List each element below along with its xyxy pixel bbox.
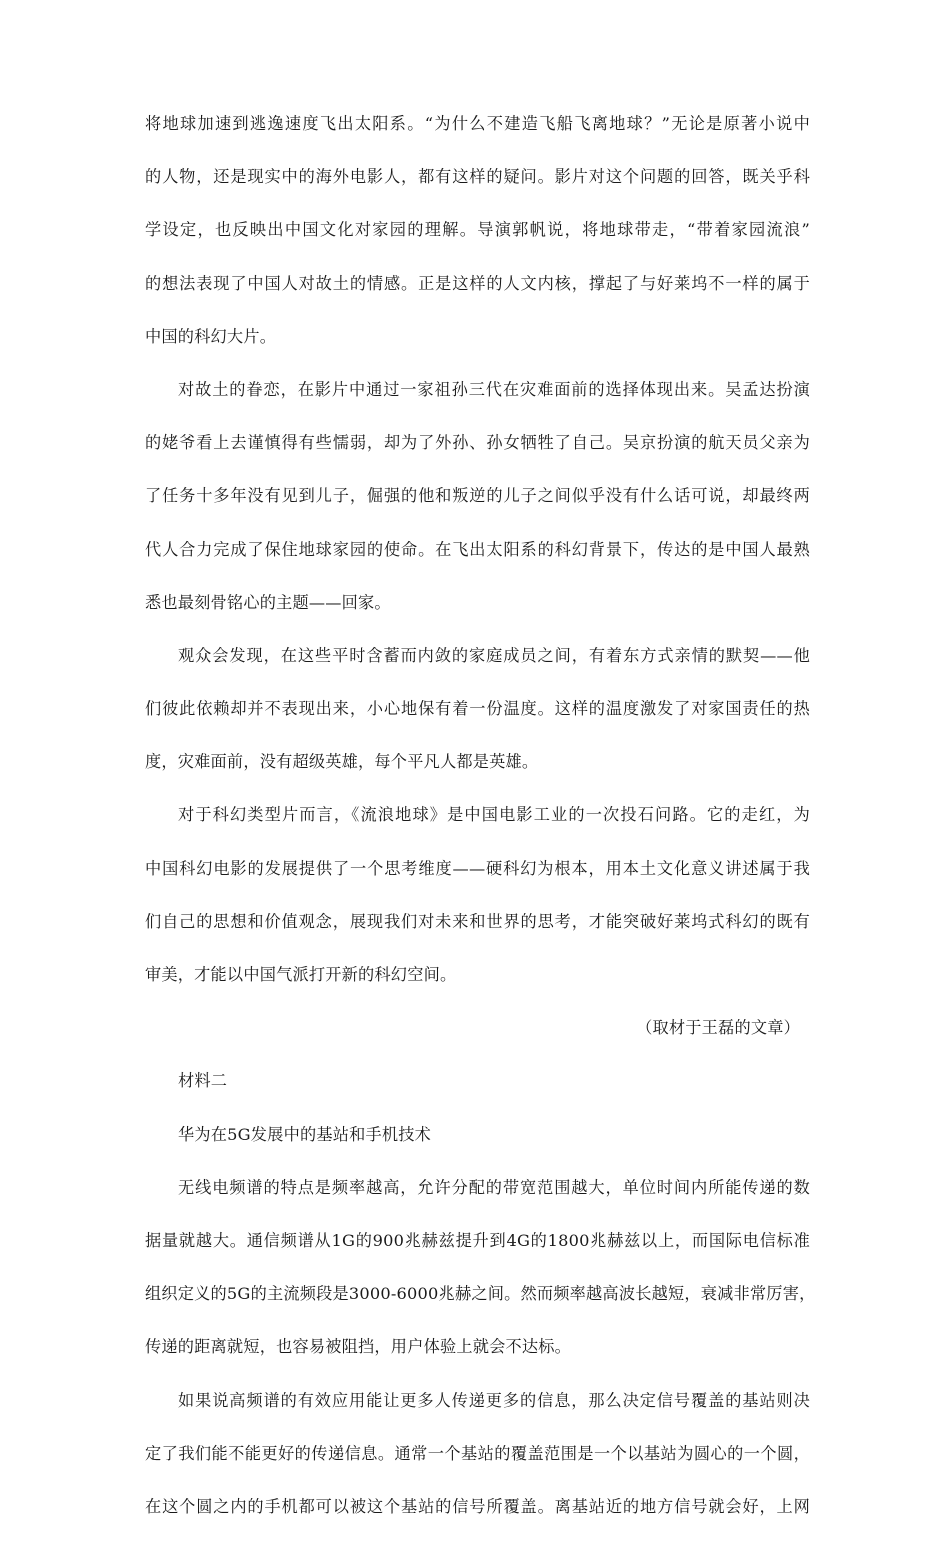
text-line: 对于科幻类型片而言，《流浪地球》是中国电影工业的一次投石问路。它的走红，为 xyxy=(178,805,810,825)
text-line: 们彼此依赖却并不表现出来，小心地保有着一份温度。这样的温度激发了对家国责任的热 xyxy=(145,699,810,719)
text-line: 中国的科幻大片。 xyxy=(145,326,277,346)
text-line: 的人物，还是现实中的海外电影人，都有这样的疑问。影片对这个问题的回答，既关乎科 xyxy=(145,167,810,187)
text-line: 代人合力完成了保住地球家园的使命。在飞出太阳系的科幻背景下，传达的是中国人最熟 xyxy=(145,539,810,559)
text-line: 了任务十多年没有见到儿子，倔强的他和叛逆的儿子之间似乎没有什么话可说，却最终两 xyxy=(145,486,810,506)
text-line: 的想法表现了中国人对故土的情感。正是这样的人文内核，撑起了与好莱坞不一样的属于 xyxy=(145,273,810,293)
text-line: 将地球加速到逃逸速度飞出太阳系。“为什么不建造飞船飞离地球？”无论是原著小说中 xyxy=(145,114,810,133)
text-line: 观众会发现，在这些平时含蓄而内敛的家庭成员之间，有着东方式亲情的默契——他 xyxy=(178,645,810,665)
text-line: 组织定义的5G的主流频段是3000-6000兆赫之间。然而频率越高波长越短，衰减非常厉害， xyxy=(145,1284,816,1304)
text-line: 据量就越大。通信频谱从1G的900兆赫兹提升到4G的1800兆赫兹以上，而国际电信标准 xyxy=(145,1230,810,1250)
text-line: 学设定，也反映出中国文化对家园的理解。导演郭帆说，将地球带走，“带着家园流浪” xyxy=(145,220,810,240)
text-line: 们自己的思想和价值观念，展现我们对未来和世界的思考，才能突破好莱坞式科幻的既有 xyxy=(145,911,810,931)
source-attribution: （取材于王磊的文章） xyxy=(636,1018,800,1038)
text-line: 中国科幻电影的发展提供了一个思考维度——硬科幻为根本，用本土文化意义讲述属于我 xyxy=(145,858,810,878)
article-title: 华为在5G发展中的基站和手机技术 xyxy=(178,1124,432,1144)
text-line: 在这个圆之内的手机都可以被这个基站的信号所覆盖。离基站近的地方信号就会好，上网 xyxy=(145,1496,810,1516)
section-heading: 材料二 xyxy=(178,1071,228,1091)
text-line: 的姥爷看上去谨慎得有些懦弱，却为了外孙、孙女牺牲了自己。吴京扮演的航天员父亲为 xyxy=(145,433,810,453)
text-line: 审美，才能以中国气派打开新的科幻空间。 xyxy=(145,965,457,984)
text-line: 悉也最刻骨铭心的主题——回家。 xyxy=(145,592,391,612)
text-line: 度，灾难面前，没有超级英雄，每个平凡人都是英雄。 xyxy=(145,752,539,772)
document-page xyxy=(145,114,816,1550)
text-line: 无线电频谱的特点是频率越高，允许分配的带宽范围越大，单位时间内所能传递的数 xyxy=(178,1177,810,1197)
text-line: 定了我们能不能更好的传递信息。通常一个基站的覆盖范围是一个以基站为圆心的一个圆， xyxy=(145,1443,810,1463)
text-line: 对故土的眷恋，在影片中通过一家祖孙三代在灾难面前的选择体现出来。吴孟达扮演 xyxy=(178,379,810,399)
text-line: 传递的距离就短，也容易被阻挡，用户体验上就会不达标。 xyxy=(145,1337,572,1357)
text-line: 如果说高频谱的有效应用能让更多人传递更多的信息，那么决定信号覆盖的基站则决 xyxy=(178,1390,810,1410)
